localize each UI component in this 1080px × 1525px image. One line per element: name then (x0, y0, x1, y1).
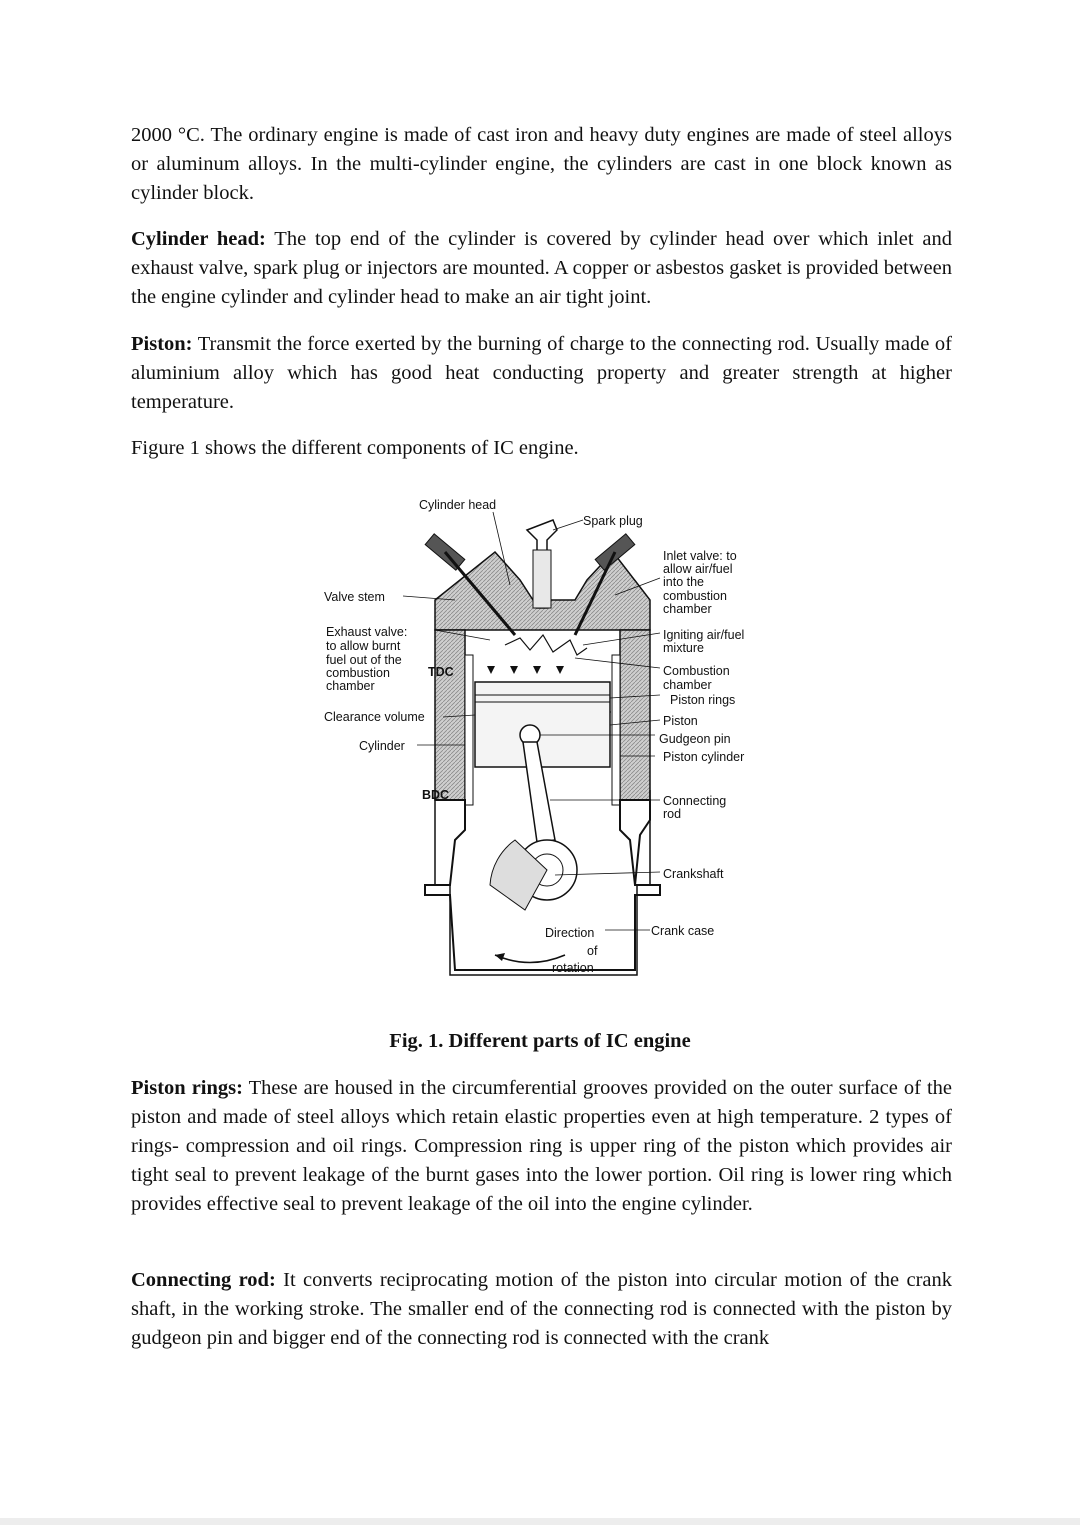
label-exhaust-4: combustion (326, 666, 390, 680)
text-piston-rings: These are housed in the circumferential grooves provided on the outer surface of the piston and made of steel alloys which retain elastic properties even at high temperature. 2 types of rings- compression and oil rings. Compression ring is upper ring of the piston which provides air tight seal to prevent leakage of the burnt gases into the lower portion. Oil ring is lower ring which provides effective seal to prevent leakage of the oil into the engine cylinder. (131, 1077, 953, 1215)
label-connecting-1: Connecting (663, 794, 727, 808)
label-cylinder: Cylinder (359, 739, 405, 753)
label-direction-3: rotation (552, 961, 594, 975)
label-crank-case: Crank case (651, 924, 715, 938)
paragraph-piston-rings (131, 1074, 952, 1219)
engine-diagram-svg (315, 490, 785, 990)
label-inlet-4: combustion (663, 589, 727, 603)
label-exhaust-5: chamber (326, 679, 375, 693)
label-direction-2: of (587, 944, 598, 958)
figure-caption: Fig. 1. Different parts of IC engine (389, 1030, 691, 1052)
pressure-arrows (487, 666, 564, 674)
text-piston: Transmit the force exerted by the burning of charge to the connecting rod. Usually made of aluminium alloy which has good heat conducting property and greater strength at higher temperature. (131, 333, 952, 413)
page-bottom-edge (0, 1518, 1080, 1525)
term-piston: Piston: (131, 333, 193, 355)
label-cylinder-head: Cylinder head (419, 498, 497, 512)
rotation-arrow-head (495, 953, 505, 961)
cylinder-wall-left (435, 630, 465, 800)
term-connecting-rod: Connecting rod: (131, 1269, 276, 1291)
label-gudgeon-pin: Gudgeon pin (659, 732, 731, 746)
label-piston: Piston (663, 714, 698, 728)
label-inlet-3: into the (663, 575, 705, 589)
paragraph-intro: 2000 °C. The ordinary engine is made of cast iron and heavy duty engines are made of steel alloys or aluminum alloys. In the multi-cylinder engine, the cylinders are cast in one block known as cylinder block. (131, 124, 952, 204)
label-clearance-volume: Clearance volume (324, 710, 425, 724)
paragraph-cylinder-head (131, 225, 952, 312)
label-crankshaft: Crankshaft (663, 867, 724, 881)
liner-right (612, 655, 620, 805)
spark-plug-shape (527, 520, 557, 608)
label-inlet-1: Inlet valve: to (663, 549, 737, 563)
label-combustion-1: Combustion (663, 664, 730, 678)
label-exhaust-3: fuel out of the (326, 653, 402, 667)
label-bdc: BDC (422, 788, 450, 802)
label-combustion-2: chamber (663, 678, 712, 692)
label-igniting-1: Igniting air/fuel (663, 628, 745, 642)
cylinder-wall-right (620, 630, 650, 800)
text-cylinder-head: The top end of the cylinder is covered by cylinder head over which inlet and exhaust valve, spark plug or injectors are mounted. A copper or asbestos gasket is provided between the engine cylinder and cylinder head to make an air tight joint. (131, 228, 952, 308)
text-connecting-rod: It converts reciprocating motion of the piston into circular motion of the crank shaft, in the working stroke. The smaller end of the connecting rod is connected with the piston by gudgeon pin and bigger end of the connecting rod is connected with the crank (131, 1269, 952, 1349)
label-piston-cylinder: Piston cylinder (663, 750, 745, 764)
paragraph-figure-intro: Figure 1 shows the different components of IC engine. (131, 437, 579, 459)
term-piston-rings: Piston rings: (131, 1077, 243, 1099)
label-direction-1: Direction (545, 926, 595, 940)
label-valve-stem: Valve stem (324, 590, 385, 604)
label-connecting-2: rod (663, 807, 682, 821)
ignition-burst (505, 635, 587, 655)
label-exhaust-1: Exhaust valve: (326, 625, 408, 639)
label-tdc: TDC (428, 665, 454, 679)
paragraph-piston (131, 330, 952, 417)
label-spark-plug: Spark plug (583, 514, 643, 528)
label-igniting-2: mixture (663, 641, 704, 655)
paragraph-connecting-rod (131, 1266, 952, 1353)
engine-diagram (315, 490, 785, 990)
label-inlet-5: chamber (663, 602, 712, 616)
label-piston-rings: Piston rings (670, 693, 736, 707)
term-cylinder-head: Cylinder head: (131, 228, 266, 250)
label-exhaust-2: to allow burnt (326, 639, 401, 653)
label-inlet-2: allow air/fuel (663, 562, 733, 576)
liner-left (465, 655, 473, 805)
